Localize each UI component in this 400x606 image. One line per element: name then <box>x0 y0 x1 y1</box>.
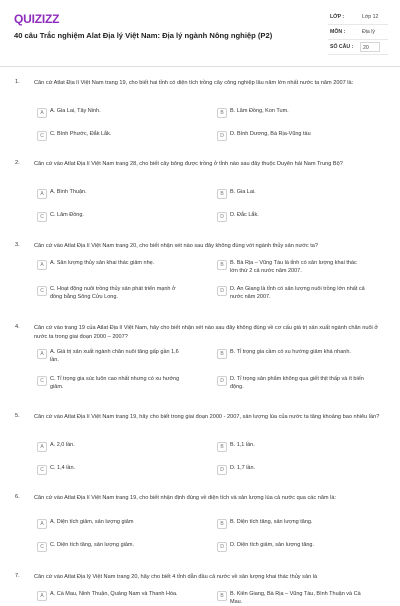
question-item <box>0 237 400 319</box>
option-letter: C <box>37 212 47 222</box>
option-c[interactable] <box>34 373 189 389</box>
meta-row-subject <box>328 25 388 40</box>
option-c[interactable] <box>34 209 189 225</box>
option-text: B. Bà Rịa – Vũng Tàu là tỉnh có sản lượng khai thác lớn thứ 2 cả nước năm 2007. <box>230 260 357 274</box>
meta-label: MÔN : <box>330 29 346 35</box>
question-number: 1. <box>15 79 20 85</box>
question-text: Căn cứ vào Atlat Địa lý Việt Nam trang 20, hãy cho biết 4 tỉnh dẫn đầu cả nước về sản lượng khai thác thủy sản là <box>34 574 318 580</box>
option-text: C. Diện tích tăng, sản lượng giảm. <box>50 542 135 548</box>
option-letter: C <box>37 131 47 141</box>
option-letter: D <box>217 376 227 386</box>
option-b[interactable] <box>214 257 369 273</box>
option-text: A. Diện tích giảm, sản lượng giảm <box>50 519 134 525</box>
option-letter: B <box>217 519 227 529</box>
option-a[interactable] <box>34 516 189 532</box>
option-letter: B <box>217 260 227 270</box>
option-text: B. Kiên Giang, Bà Rịa – Vũng Tàu, Bình Thuận và Cà Mau. <box>230 591 361 605</box>
option-a[interactable] <box>34 346 189 362</box>
option-a[interactable] <box>34 105 189 121</box>
question-item <box>0 319 400 401</box>
option-letter: A <box>37 442 47 452</box>
meta-label: SỐ CÂU : <box>330 44 354 50</box>
option-letter: B <box>217 349 227 359</box>
question-number: 3. <box>15 242 20 248</box>
option-text: B. Diện tích tăng, sản lượng tăng. <box>230 519 313 525</box>
option-text: B. 1,1 lần. <box>230 442 255 448</box>
option-d[interactable] <box>214 462 369 478</box>
option-letter: B <box>217 442 227 452</box>
option-c[interactable] <box>34 462 189 478</box>
option-letter: C <box>37 286 47 296</box>
option-letter: A <box>37 260 47 270</box>
option-letter: A <box>37 189 47 199</box>
question-number: 5. <box>15 413 20 419</box>
quizizz-logo: QUIZIZZ <box>14 12 60 26</box>
option-text: A. Gia Lai, Tây Ninh. <box>50 108 101 114</box>
worksheet-meta <box>328 10 388 55</box>
option-b[interactable] <box>214 186 369 202</box>
option-letter: A <box>37 108 47 118</box>
option-text: A. Giá trị sản xuất ngành chăn nuôi tăng gấp gần 1,6 lần. <box>50 349 179 363</box>
option-b[interactable] <box>214 588 369 604</box>
option-letter: B <box>217 591 227 601</box>
question-text: Căn cứ vào Atlat Địa lí Việt Nam trang 28, cho biết cây bông được trồng ở tỉnh nào sau đây thuộc Duyên hải Nam Trung Bộ? <box>34 161 343 167</box>
question-number: 6. <box>15 494 20 500</box>
option-letter: A <box>37 349 47 359</box>
option-text: D. Đắc Lắk. <box>230 212 259 218</box>
option-text: B. Tỉ trọng gia cầm có xu hướng giảm khá nhanh. <box>230 349 351 355</box>
option-letter: A <box>37 591 47 601</box>
option-a[interactable] <box>34 588 189 604</box>
option-c[interactable] <box>34 128 189 144</box>
header-divider <box>0 66 400 67</box>
option-a[interactable] <box>34 186 189 202</box>
meta-value: 20 <box>360 42 380 52</box>
meta-row-question-count <box>328 40 388 55</box>
option-a[interactable] <box>34 257 189 273</box>
option-b[interactable] <box>214 346 369 362</box>
question-text: Căn cứ vào Atlat Địa lí Việt Nam trang 19, hãy cho biết trong giai đoạn 2000 - 2007, sản lượng lúa của nước ta tăng khoảng bao nhiêu lần? <box>34 414 380 420</box>
question-text: Căn cứ vào Atlat Địa lí Việt Nam trang 20, cho biết nhận xét nào sau đây không đúng với ngành thủy sản nước ta? <box>34 243 319 249</box>
question-item <box>0 408 400 490</box>
option-text: B. Gia Lai. <box>230 189 256 195</box>
question-text: Căn cứ vào trang 19 của Atlat Địa lí Việt Nam, hãy cho biết nhận xét nào sau đây không đúng về cơ cấu giá trị sản xuất ngành chăn nuôi ở nước ta trong giai đoạn 2000 – 2007? <box>34 325 379 340</box>
option-letter: D <box>217 465 227 475</box>
option-text: A. Cà Mau, Ninh Thuận, Quảng Nam và Thanh Hóa. <box>50 591 178 597</box>
option-text: A. 2,0 lần. <box>50 442 75 448</box>
question-text: Căn cứ vào Atlat Địa lí Việt Nam trang 19, cho biết nhận định đúng về diện tích và sản lượng lúa cả nước qua các năm là: <box>34 495 337 501</box>
option-d[interactable] <box>214 283 369 299</box>
question-number: 4. <box>15 324 20 330</box>
option-d[interactable] <box>214 209 369 225</box>
question-item <box>0 568 400 605</box>
option-letter: C <box>37 465 47 475</box>
option-text: C. Bình Phước, Đắk Lắk. <box>50 131 112 137</box>
question-text: Căn cứ Atlat Địa lí Việt Nam trang 19, cho biết hai tỉnh có diện tích trồng cây công nghiệp lâu năm lớn nhất nước ta năm 2007 là: <box>34 80 354 86</box>
option-text: C. Lâm Đồng. <box>50 212 84 218</box>
option-letter: B <box>217 189 227 199</box>
option-text: C. 1,4 lần. <box>50 465 76 471</box>
question-item <box>0 74 400 156</box>
worksheet-title: 40 câu Trắc nghiệm Alat Địa lý Việt Nam: Địa lý ngành Nông nghiệp (P2) <box>14 31 273 40</box>
question-number: 2. <box>15 160 20 166</box>
option-letter: C <box>37 376 47 386</box>
option-letter: D <box>217 212 227 222</box>
option-letter: B <box>217 108 227 118</box>
option-letter: D <box>217 542 227 552</box>
option-b[interactable] <box>214 516 369 532</box>
meta-value: Lớp 12 <box>362 14 379 20</box>
option-d[interactable] <box>214 373 369 389</box>
option-letter: A <box>37 519 47 529</box>
option-a[interactable] <box>34 439 189 455</box>
option-text: D. An Giang là tỉnh có sản lượng nuôi trồng lớn nhất cả nước năm 2007. <box>230 286 365 300</box>
option-text: A. Sản lượng thủy sản khai thác giảm nhẹ. <box>50 260 155 266</box>
meta-value: Địa lý <box>362 29 375 35</box>
option-text: D. Bình Dương, Bà Rịa-Vũng tàu <box>230 131 311 137</box>
option-text: D. Diện tích giảm, sản lượng tăng. <box>230 542 315 548</box>
question-item <box>0 489 400 571</box>
option-text: C. Hoạt động nuôi trồng thủy sản phát triển mạnh ở đồng bằng Sông Cửu Long. <box>50 286 176 300</box>
option-letter: C <box>37 542 47 552</box>
option-d[interactable] <box>214 539 369 555</box>
meta-label: LỚP : <box>330 14 345 20</box>
option-d[interactable] <box>214 128 369 144</box>
option-text: D. 1,7 lần. <box>230 465 256 471</box>
option-text: C. Tỉ trọng gia súc luôn cao nhất nhưng có xu hướng giảm. <box>50 376 180 390</box>
option-b[interactable] <box>214 105 369 121</box>
option-text: B. Lâm Đồng, Kon Tum. <box>230 108 289 114</box>
option-c[interactable] <box>34 283 189 299</box>
option-text: D. Tỉ trọng sản phẩm không qua giết thịt thấp và ít biến động. <box>230 376 364 390</box>
option-text: A. Bình Thuận. <box>50 189 87 195</box>
option-b[interactable] <box>214 439 369 455</box>
option-letter: D <box>217 286 227 296</box>
question-item <box>0 155 400 237</box>
meta-row-class <box>328 10 388 25</box>
option-letter: D <box>217 131 227 141</box>
page-header <box>0 0 400 66</box>
option-c[interactable] <box>34 539 189 555</box>
question-number: 7. <box>15 573 20 579</box>
